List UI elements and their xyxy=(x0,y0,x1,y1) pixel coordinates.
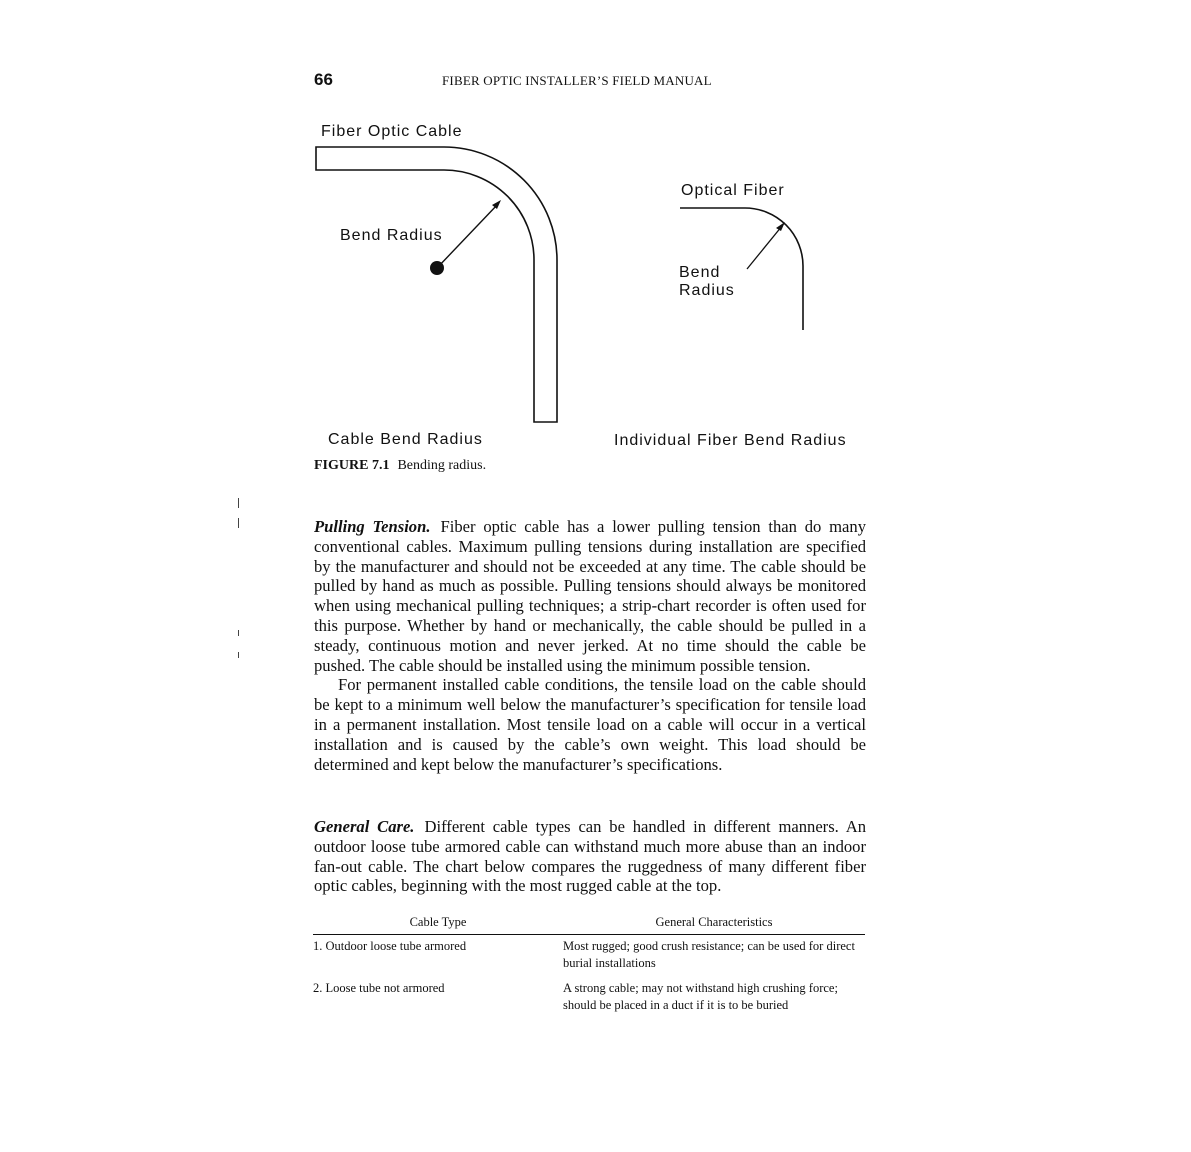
table-row xyxy=(313,935,865,978)
table-header-characteristics: General Characteristics xyxy=(563,912,865,935)
pulling-tension-text1: Fiber optic cable has a lower pulling tension than do many conventional cables. Maximum pulling tensions during installation are specified by the manufacturer and should not be exceeded at any time. The cable should be pulled by hand as much as possible. Pulling tensions should always be monitored when using mechanical pulling techniques; a strip-chart recorder is often used for this purpose. Whether by hand or mechanically, the cable should be pulled in a steady, continuous motion and never jerked. At no time should the cable be pushed. The cable should be installed using the minimum possible tension. xyxy=(314,517,866,675)
figure-caption xyxy=(314,458,486,474)
fiber-bend-label-line2: Radius xyxy=(679,282,735,299)
scan-mark xyxy=(238,652,239,658)
general-care-section xyxy=(314,817,866,896)
general-care-text1: Different cable types can be handled in different manners. An outdoor loose tube armored cable can withstand much more abuse than an indoor fan-out cable. The chart below compares the ruggedness of many different fiber optic cables, beginning with the most rugged cable at the top. xyxy=(314,817,866,896)
table-cell-cable-type: 2. Loose tube not armored xyxy=(313,981,445,995)
pulling-tension-para2: For permanent installed cable conditions, the tensile load on the cable should be kept to a minimum well below the manufacturer’s specification for tensile load in a permanent installation. Most tensile load on a cable will occur in a vertical installation and is caused by the cable’s own weight. This load should be determined and kept below the manufacturer’s specifications. xyxy=(314,675,866,774)
cable-figure-title: Fiber Optic Cable xyxy=(321,123,463,140)
fiber-bend-radius-arrow xyxy=(747,226,782,269)
scan-mark xyxy=(238,518,239,528)
running-title: FIBER OPTIC INSTALLER’S FIELD MANUAL xyxy=(442,73,712,88)
fiber-bend-label-line1: Bend xyxy=(679,264,721,281)
pulling-tension-heading: Pulling Tension. xyxy=(314,517,431,536)
cable-bend-radius-label: Bend Radius xyxy=(340,227,443,244)
fiber-figure-title: Optical Fiber xyxy=(681,182,785,199)
scan-mark xyxy=(238,498,239,508)
table-header-row xyxy=(313,912,865,935)
table-cell-characteristics: A strong cable; may not withstand high crushing force; should be placed in a duct if it is to be buried xyxy=(563,981,838,1012)
pulling-tension-section xyxy=(314,517,866,774)
cable-outer-edge xyxy=(316,147,557,422)
figure-caption-text: Bending radius. xyxy=(397,458,487,473)
table-row xyxy=(313,977,865,1019)
cable-figure-caption: Cable Bend Radius xyxy=(328,431,483,448)
page-number: 66 xyxy=(314,70,333,89)
general-care-para1 xyxy=(314,817,866,896)
general-care-heading: General Care. xyxy=(314,817,415,836)
table-cell-characteristics: Most rugged; good crush resistance; can be used for direct burial installations xyxy=(563,939,855,970)
fiber-figure-caption: Individual Fiber Bend Radius xyxy=(614,432,847,449)
table-cell-cable-type: 1. Outdoor loose tube armored xyxy=(313,939,467,953)
cable-types-table xyxy=(313,912,865,1019)
table-header-cable-type: Cable Type xyxy=(313,912,563,935)
figure-caption-number: FIGURE 7.1 xyxy=(314,458,390,473)
scan-mark xyxy=(238,630,239,636)
pulling-tension-para1 xyxy=(314,517,866,675)
cable-bend-radius-arrow xyxy=(437,204,498,268)
